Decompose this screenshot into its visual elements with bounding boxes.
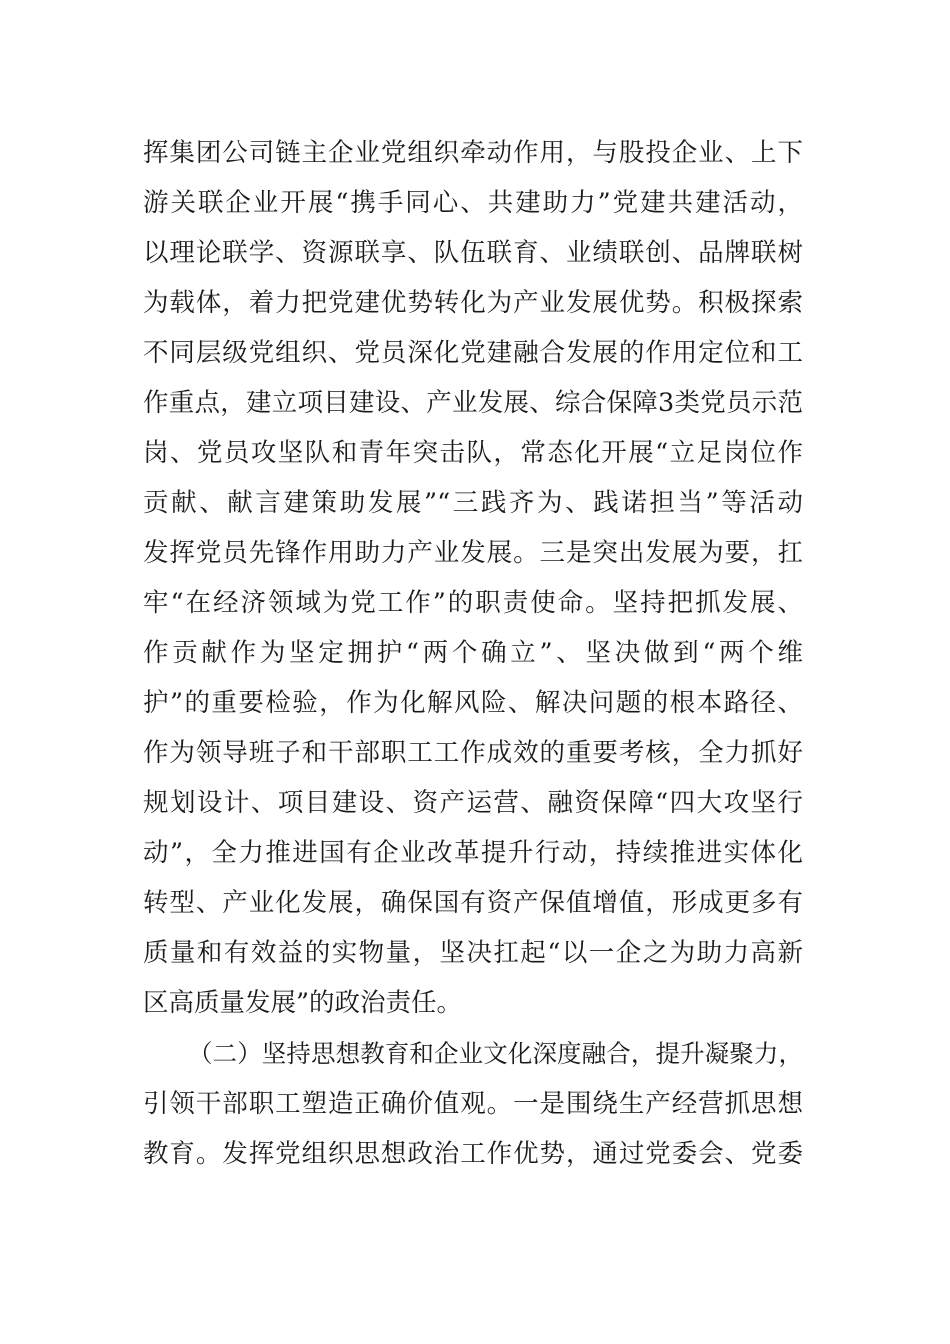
text-line: 发挥党员先锋作用助力产业发展。三是突出发展为要，扛	[143, 538, 803, 568]
text-line: 以理论联学、资源联享、队伍联育、业绩联创、品牌联树	[143, 238, 803, 268]
text-line: 牢“在经济领域为党工作”的职责使命。坚持把抓发展、	[143, 588, 803, 618]
text-line: 作贡献作为坚定拥护“两个确立”、坚决做到“两个维	[143, 638, 803, 668]
text-line: 引领干部职工塑造正确价值观。一是围绕生产经营抓思想	[143, 1089, 803, 1119]
text-line: 作重点，建立项目建设、产业发展、综合保障3类党员示范	[143, 388, 803, 418]
text-line: 转型、产业化发展，确保国有资产保值增值，形成更多有	[143, 888, 803, 918]
text-line: 不同层级党组织、党员深化党建融合发展的作用定位和工	[143, 338, 803, 368]
text-line: 动”，全力推进国有企业改革提升行动，持续推进实体化	[143, 838, 803, 868]
text-line: 教育。发挥党组织思想政治工作优势，通过党委会、党委	[143, 1139, 803, 1169]
text-line: 贡献、献言建策助发展”“三践齐为、践诺担当”等活动	[143, 488, 803, 518]
text-line: 作为领导班子和干部职工工作成效的重要考核，全力抓好	[143, 738, 803, 768]
text-line: 规划设计、项目建设、资产运营、融资保障“四大攻坚行	[143, 788, 803, 818]
text-line: 为载体，着力把党建优势转化为产业发展优势。积极探索	[143, 288, 803, 318]
text-line: 区高质量发展”的政治责任。	[143, 988, 463, 1018]
text-line: 挥集团公司链主企业党组织牵动作用，与股投企业、上下	[143, 138, 803, 168]
text-line: 岗、党员攻坚队和青年突击队，常态化开展“立足岗位作	[143, 438, 803, 468]
text-line: 质量和有效益的实物量，坚决扛起“以一企之为助力高新	[143, 938, 803, 968]
text-line: 护”的重要检验，作为化解风险、解决问题的根本路径、	[143, 688, 803, 718]
text-line: （二）坚持思想教育和企业文化深度融合，提升凝聚力，	[188, 1039, 803, 1068]
text-line: 游关联企业开展“携手同心、共建助力”党建共建活动，	[143, 188, 803, 218]
